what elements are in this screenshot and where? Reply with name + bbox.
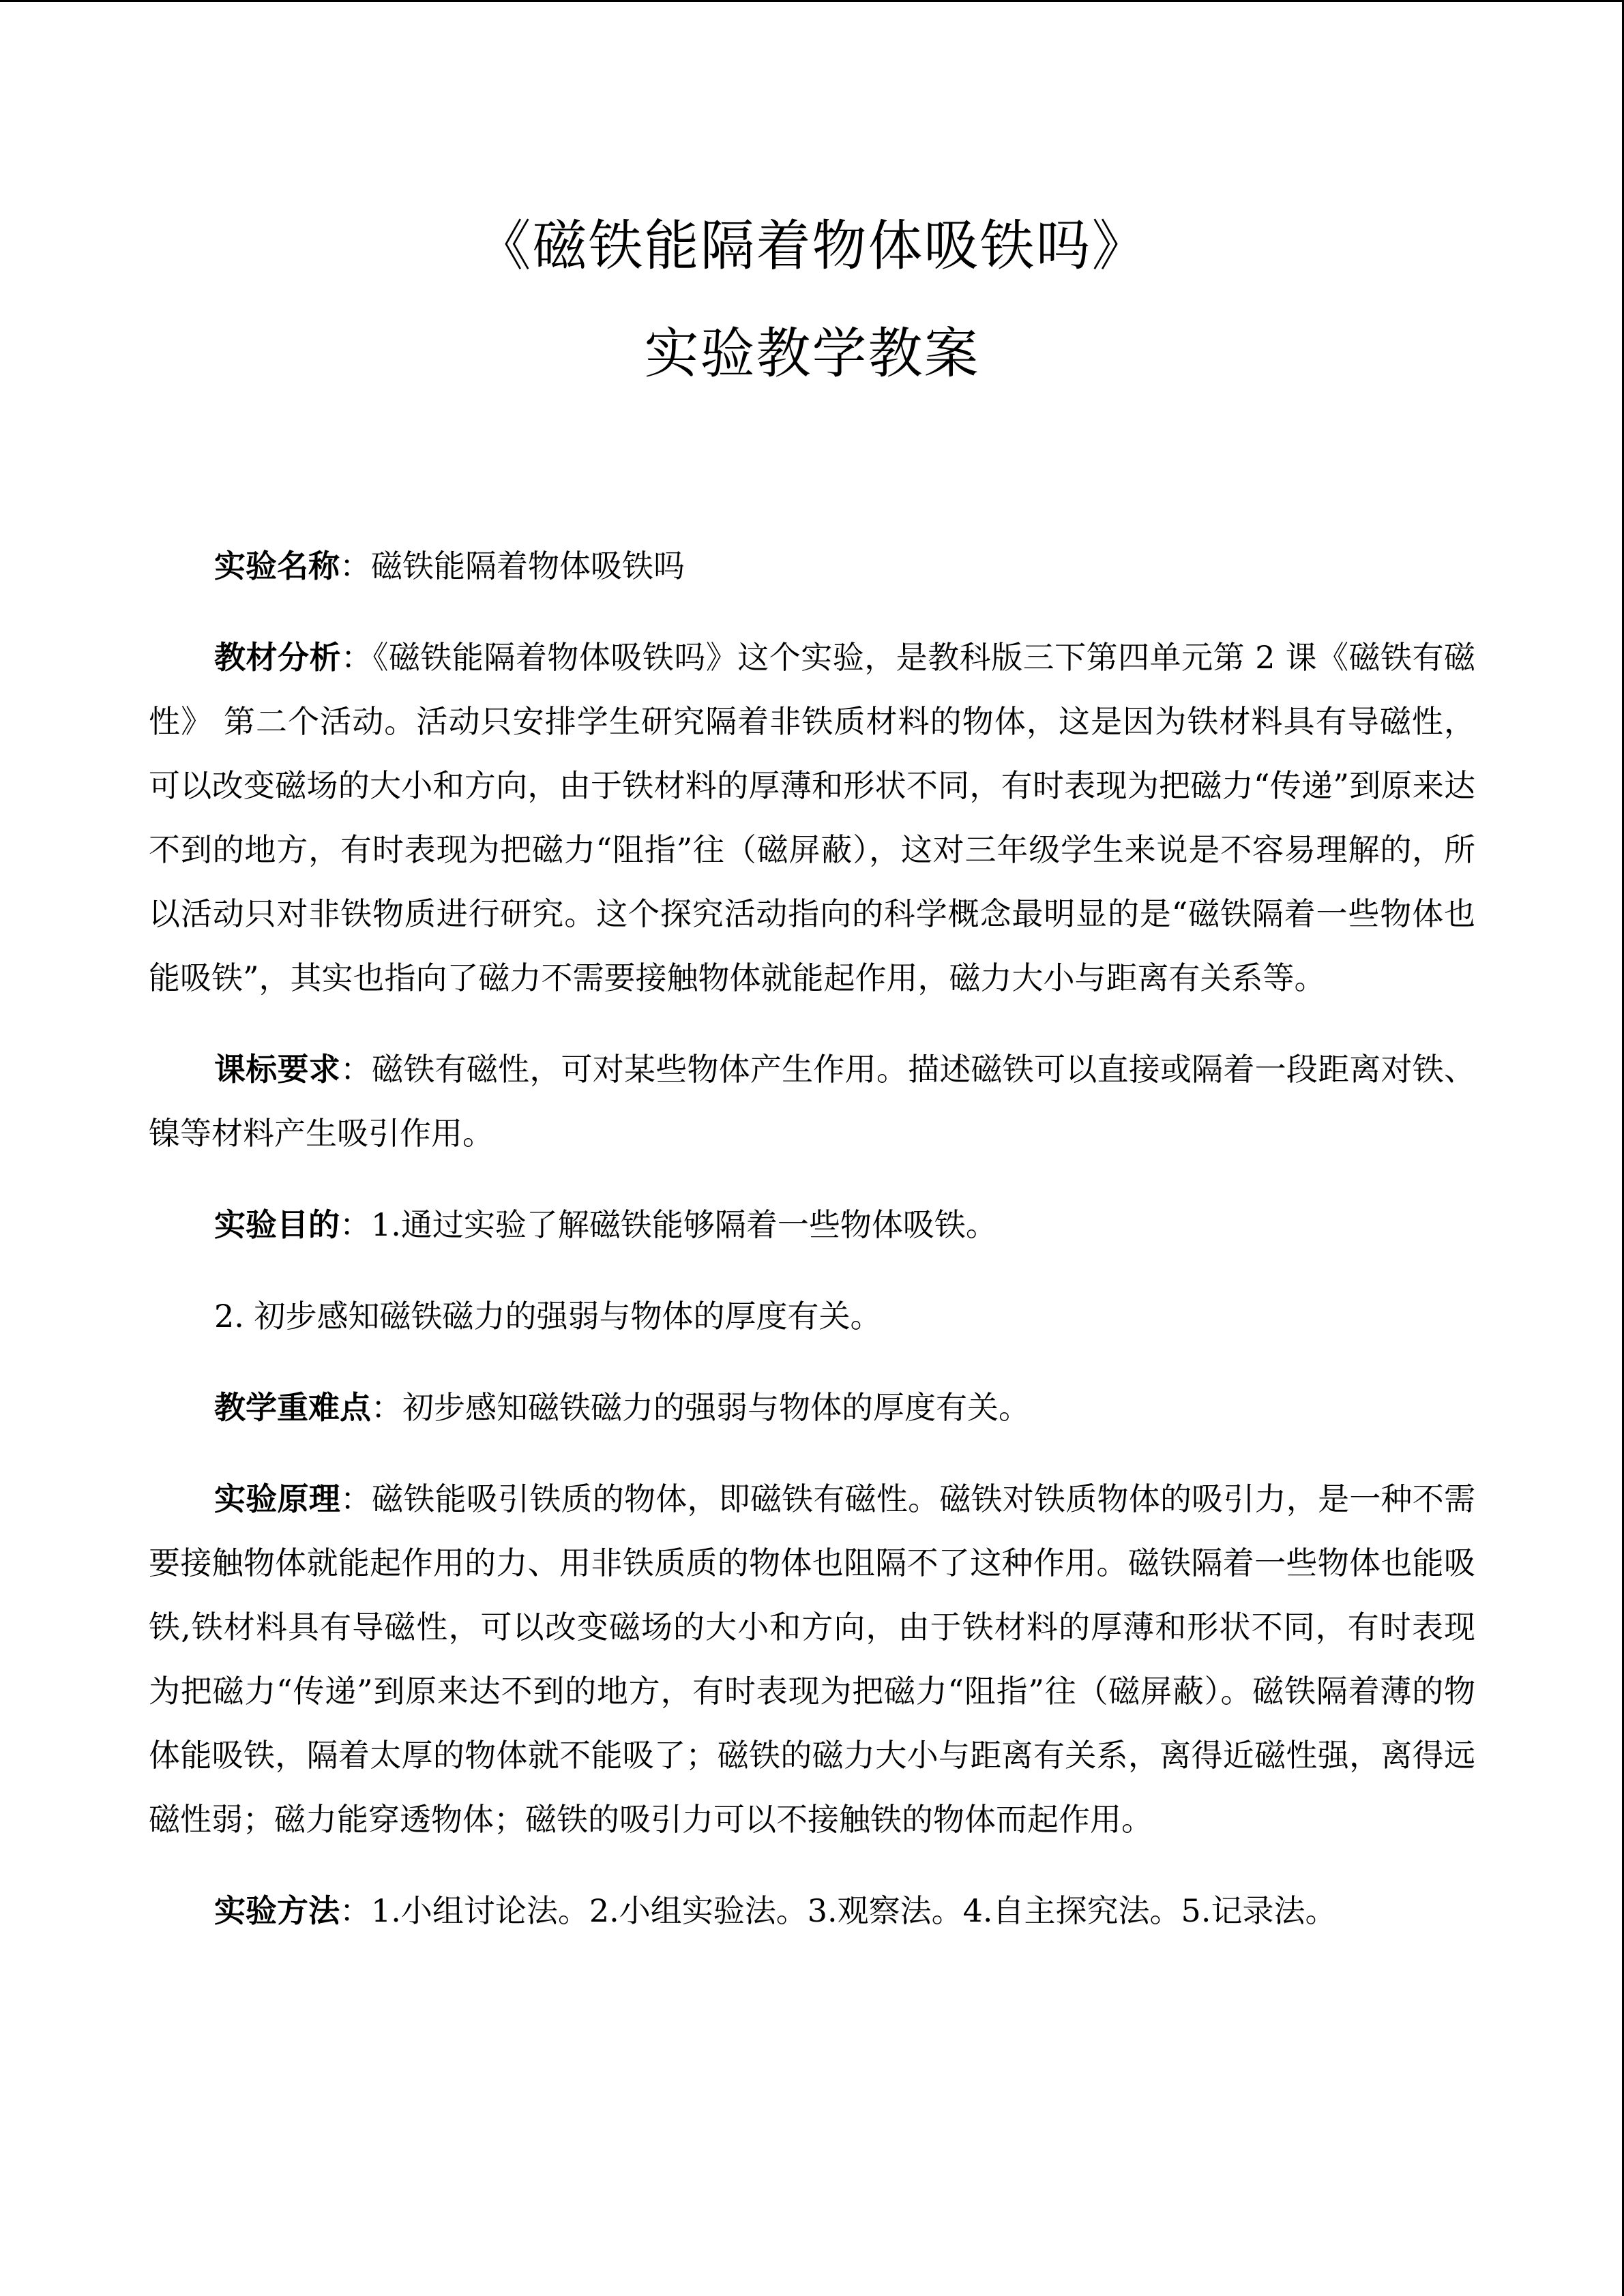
document-subtitle: 实验教学教案 xyxy=(644,322,980,385)
section-text: 《磁铁能隔着物体吸铁吗》这个实验，是教科版三下第四单元第 2 课《磁铁有磁性》 第二个活动。活动只安排学生研究隔着非铁质材料的物体，这是因为铁材料具有导磁性，可以改变磁场的大小和方向，由于铁材料的厚薄和形状不同，有时表现为把磁力“传递”到原来达不到的地方，有时表现为把磁力“阻指”往（磁屏蔽），这对三年级学生来说是不容易理解的，所以活动只对非铁物质进行研究。这个探究活动指向的科学概念最明显的是“磁铁隔着一些物体也能吸铁”，其实也指向了磁力不需要接触物体就能起作用，磁力大小与距离有关系等。 xyxy=(149,639,1476,996)
section-curriculum-standard xyxy=(149,1037,1475,1165)
section-label: 课标要求 xyxy=(214,1051,340,1088)
section-text: 磁铁有磁性，可对某些物体产生作用。描述磁铁可以直接或隔着一段距离对铁、镍等材料产生吸引作用。 xyxy=(149,1051,1476,1152)
section-label: 教学重难点 xyxy=(214,1389,371,1426)
section-experiment-principle xyxy=(149,1467,1475,1851)
section-text: 磁铁能吸引铁质的物体，即磁铁有磁性。磁铁对铁质物体的吸引力，是一种不需要接触物体就能起作用的力、用非铁质质的物体也阻隔不了这种作用。磁铁隔着一些物体也能吸铁,铁材料具有导磁性，可以改变磁场的大小和方向，由于铁材料的厚薄和形状不同，有时表现为把磁力“传递”到原来达不到的地方，有时表现为把磁力“阻指”往（磁屏蔽）。磁铁隔着薄的物体能吸铁，隔着太厚的物体就不能吸了；磁铁的磁力大小与距离有关系，离得近磁性强，离得远磁性弱；磁力能穿透物体；磁铁的吸引力可以不接触铁的物体而起作用。 xyxy=(149,1480,1476,1838)
section-text: 初步感知磁铁磁力的强弱与物体的厚度有关。 xyxy=(402,1389,1030,1426)
section-colon: ： xyxy=(371,1389,402,1426)
section-experiment-name xyxy=(149,534,1475,598)
section-label: 实验目的 xyxy=(214,1206,340,1243)
section-key-points xyxy=(149,1375,1475,1440)
section-label: 教材分析 xyxy=(214,639,341,676)
section-material-analysis xyxy=(149,625,1475,1010)
document-body xyxy=(149,534,1475,1970)
section-colon: ： xyxy=(340,639,373,676)
document-title: 《磁铁能隔着物体吸铁吗》 xyxy=(476,214,1148,278)
section-text: 磁铁能隔着物体吸铁吗 xyxy=(371,548,685,584)
section-experiment-method xyxy=(149,1879,1475,1943)
section-colon: ： xyxy=(340,1051,372,1088)
section-colon: ： xyxy=(340,1892,371,1929)
section-label: 实验方法 xyxy=(214,1892,340,1929)
section-label: 实验原理 xyxy=(214,1480,340,1517)
section-experiment-goal-item-2: 2. 初步感知磁铁磁力的强弱与物体的厚度有关。 xyxy=(214,1298,882,1335)
section-colon: ： xyxy=(340,1206,371,1243)
section-label: 实验名称 xyxy=(214,548,340,584)
section-text: 1.通过实验了解磁铁能够隔着一些物体吸铁。 xyxy=(371,1206,997,1243)
section-experiment-goal xyxy=(149,1193,1475,1257)
section-colon: ： xyxy=(340,1480,372,1517)
section-text: 1.小组讨论法。2.小组实验法。3.观察法。4.自主探究法。5.记录法。 xyxy=(371,1892,1337,1929)
section-colon: ： xyxy=(340,548,371,584)
